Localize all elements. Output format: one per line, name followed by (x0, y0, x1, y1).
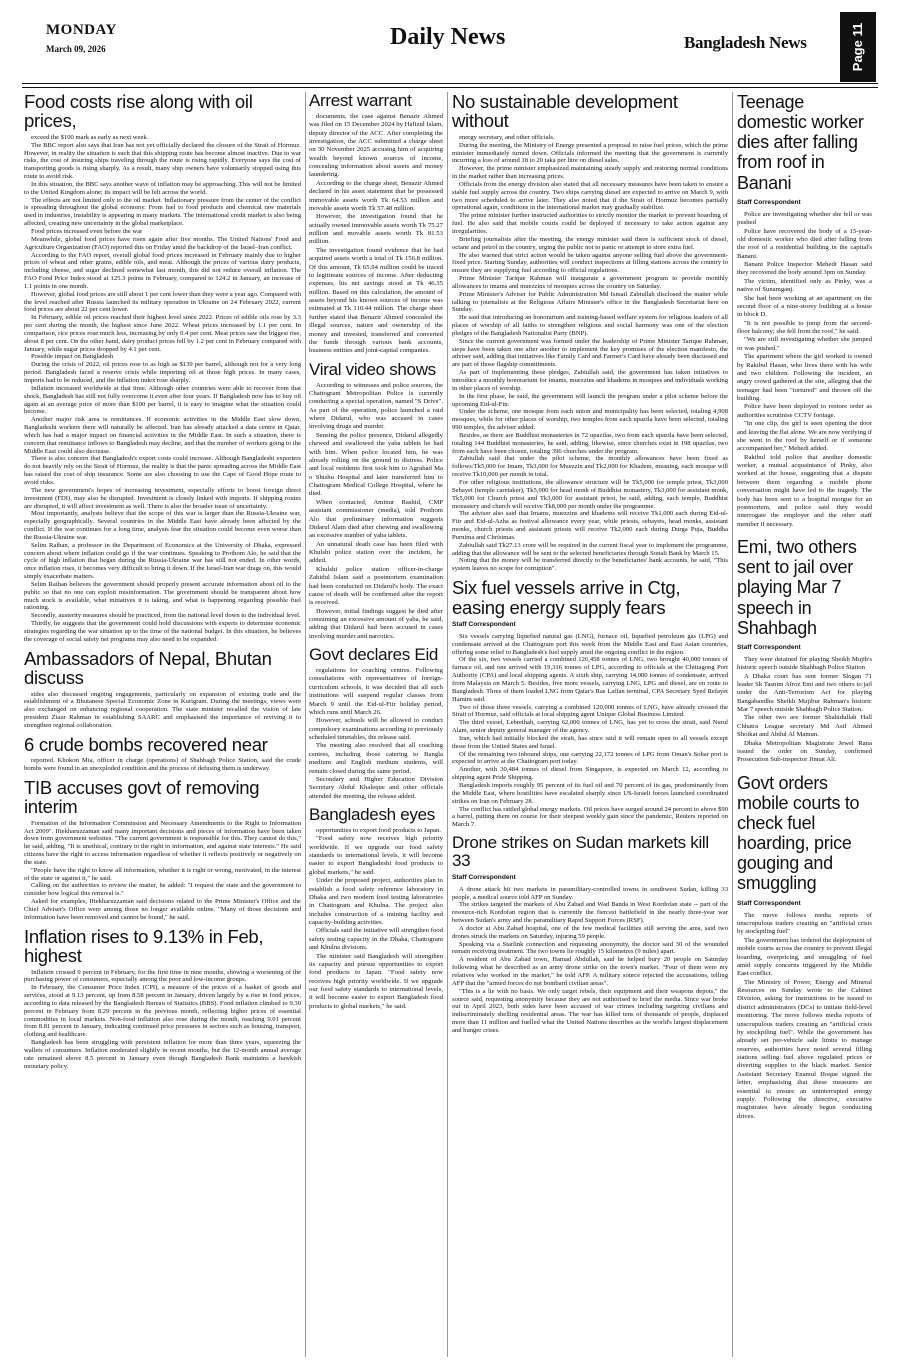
article-headline: 6 crude bombs recovered near (24, 733, 268, 755)
article-paragraph: Meanwhile, global food prices have risen again after five months. The United Nations' Food and Agriculture Organization (FAO) reported this on Friday amid the backdrop of the Israel–Iran conflict. (24, 235, 301, 251)
article-headline: Six fuel vessels arrive in Ctg, easing energy supply fears (452, 577, 681, 618)
article-headline: No sustainable development without (452, 92, 678, 132)
article-paragraph: Khulshi police station officer-in-charge Zahidul Islam said a postmortem examination had been conducted on Didarul's body. The exact cause of death will be confirmed after the report is received. (309, 565, 443, 607)
article-headline: Teenage domestic worker dies after falling from roof in Banani (737, 92, 864, 193)
article-paragraph: "We are still investigating whether she jumped or was pushed." (737, 336, 872, 352)
article-headline: Emi, two others sent to jail over playing Mar 7 speech in Shahbagh (737, 537, 857, 638)
article-paragraph: However, the prime minister emphasized maintaining steady supply and restoring normal conditions in the market rather than increasing prices. (452, 165, 728, 181)
article-headline: Viral video shows (309, 359, 436, 379)
article-paragraph: Under the scheme, one mosque from each union and municipality has been selected, totaling 4,908 mosques, while for other places of worship, two temples from each upazila have been selected, totaling 990 temples, the adviser added. (452, 408, 728, 432)
article (309, 361, 443, 641)
article-paragraph: There is also concern that Bangladesh's export costs could increase. Although Bangladeshi exporters do not heavily rely on the Strait of Hormuz, the reality is that the panic spreading across the Middle East has raised the cost of ship insurance. Some are also choosing to use the Cape of Good Hope route to avoid risks. (24, 455, 301, 486)
article-paragraph: A resident of Abu Zabad town, Hamad Abdullah, said he helped bury 20 people on Saturday following what he described as an army drone strike on the town's market. "Four of them were my relatives who worked in the market," he told AFP. A military source rejected the accusations, telling AFP that the "armed forces do not bombard civilian areas". (452, 956, 728, 987)
article-body (309, 113, 443, 356)
article-byline: Staff Correspondent (737, 198, 801, 206)
article-body (737, 211, 872, 529)
article-paragraph: "Food safety now receives high priority worldwide. If we upgrade our food safety standards to international levels, it will become easier to export Bangladeshi food products to global markets," he said. (309, 835, 443, 876)
article-paragraph: However, global food prices are still about 1 per cent lower than they were a year ago. Compared with the level reached after Russia launched its military operation in Ukraine on 24 February 2022, current food prices are about 22 per cent lower. (24, 290, 301, 314)
article-body (452, 633, 728, 829)
article-paragraph: A doctor at Abu Zabad hospital, one of the few medical facilities still serving the area, said two drones struck the markets on Saturday, injuring 59 people. (452, 924, 728, 940)
article (452, 92, 728, 573)
article-paragraph: She had been working at an apartment on the second floor of a nine-storey building at a house in block D. (737, 294, 872, 319)
article (24, 927, 301, 1071)
article-paragraph: The apartment where the girl worked is owned by Rakibul Hasan, who lives there with his wife and two children. Following the incident, an angry crowd gathered at the site, alleging that the teenager had been "tortured" and thrown off the building. (737, 353, 872, 403)
article-paragraph: Iran, which had initially blocked the strait, has since said it will remain open to all vessels except those from the United States and Israel. (452, 734, 728, 750)
article-paragraph: Prime Minister Tarique Rahman will inaugurate a government program to provide monthly allowances to imams and muezzins of mosques across the country on Saturday. (452, 275, 728, 290)
article-paragraph: Besides, as there are Buddhist monasteries in 72 upazilas, two from each upazila have been selected, totaling 144 Buddhist monasteries, he said, adding, likewise, since churches exist in 198 upazilas, two from each have been chosen, totaling 396 churches under the program. (452, 431, 728, 455)
article-paragraph: However, initial findings suggest he died after consuming an excessive amount of yaba, he said, adding that Didarul had been accused in cases involving murder and narcotics. (309, 607, 443, 640)
article-body (309, 382, 443, 642)
article-paragraph: Officials from the energy division also stated that all necessary measures have been taken to ensure a stable fuel supply across the country. Two ships carrying diesel are expected to arrive on March 9, with two more scheduled to arrive later. They also noted that if the Strait of Hormuz becomes partially operational again, conditions in the international market may gradually stabilize. (452, 180, 728, 212)
article-body (24, 969, 301, 1071)
article-paragraph: "In one clip, the girl is seen opening the door and leaving the flat alone. We are now verifying if she went to the roof by herself or if someone accompanied her," Mehedi added. (737, 420, 872, 453)
article-paragraph: The meeting also resolved that all coaching centres, including those catering to Bangla medium and English medium students, will remain closed during the same period. (309, 742, 443, 775)
article-body (24, 691, 301, 730)
article-paragraph: The move follows media reports of unscrupulous traders creating an "artificial crisis by stockpiling fuel" (737, 911, 872, 936)
article-headline: Drone strikes on Sudan markets kill 33 (452, 833, 709, 870)
article-byline: Staff Correspondent (452, 620, 516, 628)
newspaper-title: Daily News (390, 24, 506, 50)
article-paragraph: Another major risk area is remittances. If economic activities in the Middle East slow down, Bangladeshi workers there will naturally be affected. Iran has already attacked a data centre in Qatar, which has had a major impact on financial activities in the Middle East. In such a situation, there is concern that remittance inflows to Bangladesh may decline, and that the number of workers going to the Middle East could also decrease. (24, 416, 301, 455)
article (737, 537, 872, 765)
article-paragraph: The victim, identified only as Pinky, was a native of Sunamganj. (737, 277, 872, 294)
article-paragraph: Rakibul told police that another domestic worker, a mutual acquaintance of Pinky, also worked at the house, suggesting that a dispute between them regarding a mobile phone conversation might have led to the tragedy. The body has been sent to a hospital morgue for an postmortem, and police said they would interrogate the employer and the other staff member if necessary. (737, 453, 872, 528)
article-paragraph: Possible impact on Bangladesh (31, 353, 114, 361)
article-paragraph: "It is not possible to jump from the second-floor balcony; she fell from the roof," he said. (737, 319, 872, 336)
article (24, 92, 301, 644)
column-4 (737, 92, 872, 1357)
article-paragraph: Sensing the police presence, Didarul allegedly chewed and swallowed the yaba tablets he had with him. When police located him, he was already rolling on the ground in distress. Police and local residents first took him to Agrabad Ma o Shishu Hospital and later transferred him to Chattogram Medical College Hospital, where he died. (309, 431, 443, 498)
article-paragraph: "This is a lie with no basis. We only target rebels, their equipment and their weapons depots," the source said, requesting anonymity because they are not authorised to brief the media. Since war broke out in April 2023, both sides have been accused of war crimes including targeting civilians and indiscriminately shelling residential areas. The war has killed tens of thousands of people, displaced more than 11 million and fuelled what the United Nations describes as the world's largest displacement and hunger crises. (452, 987, 728, 1034)
article-paragraph: The other two are former Shahidullah Hall Chhatra League secretary Md Asif Ahmed Shoikat and Abdul Al Mamun. (737, 714, 872, 739)
article-body (309, 827, 443, 1011)
article-byline: Staff Correspondent (452, 873, 516, 881)
article-paragraph: Noting that the money will be transferred directly to the beneficiaries' bank accounts, he said, "This system leaves no scope for corruption". (452, 557, 728, 573)
article-body (737, 912, 872, 1121)
article-paragraph: Another, with 30,484 tonnes of diesel from Singapore, is expected on March 12, according to shipping agent Pride Shipping. (452, 766, 728, 782)
article-paragraph: An unnatural death case has been filed with Khulshi police station over the incident, he added. (309, 540, 443, 565)
article-paragraph: Bangladesh has been struggling with persistent inflation for more than three years, squeezing the wallets of consumers. Inflation moderated slightly in recent months, but the 12-month annual average rate remained above 8.5 percent in January even though Bangladesh Bank maintains a hawkish monetary policy. (24, 1039, 301, 1070)
article (737, 773, 872, 1121)
article-paragraph: The conflict has rattled global energy markets. Oil prices have surged around 24 percent to above $90 a barrel, putting them on course for their steepest weekly gain since the pandemic, Reuters reported on March 7. (452, 805, 728, 829)
article-paragraph: "People have the right to know all information, whether it is right or wrong, motivated, in the interest of the state or against it," he said. (24, 866, 301, 882)
article-byline: Staff Correspondent (737, 643, 801, 651)
article-paragraph: Police have recovered the body of a 15-year-old domestic worker who died after falling from the roof of a residential building in the capital's Banani. (737, 227, 872, 260)
article-paragraph: However, the investigation found that he actually owned immovable assets worth Tk 75.27 million and movable assets worth Tk 81.53 million. (309, 213, 443, 246)
article-paragraph: In the first phase, he said, the government will launch the program under a pilot scheme before the upcoming Eid-ul-Fitr. (452, 392, 728, 408)
article-paragraph: Of the remaining two inbound ships, one carrying 22,172 tonnes of LPG from Oman's Sohar port is expected to arrive at the Chattogram port today. (452, 750, 728, 766)
article-paragraph: Police have been deployed to restore order as authorities scrutinise CCTV footage. (737, 403, 872, 419)
article-paragraph: The minister said Bangladesh will strengthen its capacity and pursue opportunities to export food products to Japan. "Food safety now receives high priority worldwide. If we upgrade our food safety standards to international levels, it will become easier to export Bangladesh food products to global markets," he said. (309, 952, 443, 1010)
article-paragraph: exceed the $100 mark as early as next week. (31, 133, 149, 141)
article-paragraph: Banani Police Inspector Mehedi Hasan said they recovered the body around 3pm on Sunday. (737, 261, 872, 277)
article-body (737, 656, 872, 765)
article-paragraph: In February, the Consumer Price Index (CPI), a measure of the prices of a basket of goods and services, stood at 9.13 percent, up from 8.58 percent in January, driven largely by a rise in food prices, according to data released by the Bangladesh Bureau of Statistics (BBS). Food inflation climbed to 9.30 percent in February from 8.29 percent in the previous month, reflecting higher prices of essential commodities in local markets. Non-food inflation also rose during the month, reaching 9.01 percent from 8.81 percent in January, indicating continued price pressures in sectors such as housing, transport, clothing and healthcare. (24, 984, 301, 1039)
article-body (452, 886, 728, 1035)
article-paragraph: Dhaka Metropolitan Magistrate Jewel Rana issued the order on Sunday, confirmed Prosecution Sub-inspector Jinnat Ali. (737, 739, 872, 764)
article-paragraph: The Ministry of Power, Energy and Mineral Resources on Sunday wrote to the Cabinet Division, asking for instructions to be issued to district administrators (DCs) to initiate field-level monitoring. The move follows media reports of unscrupulous traders creating an "artificial crisis by stockpiling fuel". While the government has already set per-vehicle sale limits to manage reserves, authorities have noted several filling stations selling fuel above regulated prices or diverting supplies to the black market. Senior Assistant Secretary Enamul Hoque signed the letter, emphasising that these measures are essential to ensure an uninterrupted energy supply. Following the directive, executive magistrates have already begun conducting drives. (737, 978, 872, 1120)
article-paragraph: The third vessel, Lebrethah, carrying 62,000 tonnes of LNG, has yet to cross the strait, said Nurul Alam, senior deputy general manager of the agency. (452, 719, 728, 735)
article-paragraph: Speaking via a Starlink connection and requesting anonymity, the doctor said 30 of the wounded remain receiving treatment. The two towns lie roughly 15 kilometres (9 miles) apart. (452, 940, 728, 956)
article-paragraph: In this situation, the BBC says another wave of inflation may be approaching. This will not be limited to the United Kingdom alone; its impact will be felt across the world. (24, 180, 301, 196)
article-headline: Ambassadors of Nepal, Bhutan discuss (24, 647, 272, 689)
article-headline: Bangladesh eyes (309, 805, 435, 825)
article-paragraph: For other religious institutions, the allowance structure will be Tk5,000 for temple priest, Tk3,000 Sebayet (temple caretaker), Tk5,000 for head monk of Buddhist monastery, Tk3,000 for assistant monk, Tk5,000 for Church priest and Tk3,000 for assistant priest, he said, adding, each temple, Buddhist monastery and church will receive Tk8,000 per month under the programme. (452, 478, 728, 510)
article-paragraph: A drone attack hit two markets in paramilitary-controlled towns in southwest Sudan, killing 33 people, a medical source told AFP on Sunday. (452, 885, 728, 901)
article-paragraph: The effects are not limited only to the oil market. Inflationary pressure from the center of the conflict is spreading throughout the global economy. From fuel to food products and chemical raw materials used in industries, instability is appearing in many markets. The international credit market is also being affected, creating new uncertainty in the global marketplace. (24, 196, 301, 228)
article-body (24, 134, 301, 644)
article-paragraph: Secondary and Higher Education Division Secretary Abdul Khaleque and other officials attended the meeting, the release added. (309, 775, 443, 800)
article-paragraph: opportunities to export food products to Japan. (316, 826, 441, 834)
masthead-rule (22, 83, 878, 84)
article-paragraph: During the meeting, the Ministry of Energy presented a proposal to raise fuel prices, which the prime minister immediately turned down. Officials informed the meeting that the government is currently incurring a loss of around 18 to 20 taka per litre on diesel sales. (452, 141, 728, 165)
article-paragraph: He also warned that strict action would be taken against anyone selling fuel above the government-fixed price. Starting Sunday, authorities will conduct inspections at filling stations across the country to ensure they are supplying fuel according to official regulations. (452, 251, 728, 275)
article-paragraph: He said that introducing an honorarium and training-based welfare system for religious leaders of all places of worship of all faiths to strengthen religious and social harmony was one of the election pledges of the Bangladesh Nationalist Party (BNP). (452, 314, 728, 337)
article-paragraph: According to the charge sheet, Benazir Ahmed declared in his asset statement that he possessed immovable assets worth Tk 64.53 million and movable assets worth Tk 57.48 million. (309, 179, 443, 212)
article-paragraph: sides also discussed ongoing engagements, particularly on expansion of existing trade and the establishment of a Bhutanese Special Economic Zone in Kurigram. During the meetings, views were also exchanged on enhancing regional cooperation. The state minister recalled the vision of late president Ziaur Rahman in establishing SAARC and emphasised the importance of reviving it to strengthen regional collaboration. (24, 690, 301, 729)
article (737, 92, 872, 529)
article-paragraph: Inflation increased worldwide at that time. Although other countries were able to recover from that shock, Bangladesh has still not fully overcome it even after four years. If Bangladesh now has to buy oil again at an average price of more than $100 per barrel, it is easy to imagine what the situation could become. (24, 384, 301, 416)
article-headline: Arrest warrant (309, 92, 412, 110)
article-paragraph: Asked for examples, Iftekharuzzaman said decisions related to the Prime Minister's Office and the Chief Adviser's Office were among those no longer available online. "Many of those decisions and information have been removed and cannot be found," he said. (24, 898, 301, 921)
column-2 (309, 92, 443, 1357)
article-paragraph: They were detained for playing Sheikh Mujib's historic speech outside Shahbagh Police Station (737, 655, 872, 672)
article-paragraph: According to the FAO report, overall global food prices increased in February mainly due to higher prices of wheat and other grains, edible oils, and meat. Although the prices of various dairy products, including cheese, and sugar declined somewhat last month, this did not reduce overall inflation. The FAO Food Price Index stood at 125.3 points in February, compared to 124.2 in January, an increase of 1.1 points in one month. (24, 251, 301, 290)
article-headline: Govt declares Eid (309, 645, 439, 665)
article-paragraph: Most importantly, analysts believe that the scope of this war is larger than the Russia-Ukraine war, especially geographically. Several countries in the Middle East have already been affected by the conflict. If the war continues for a long time, analysts fear the situation could become even worse than the Russia-Ukraine war. (24, 510, 301, 541)
column-divider (447, 92, 448, 1357)
article-body (309, 667, 443, 801)
article (309, 92, 443, 356)
article-paragraph: However, schools will be allowed to conduct compulsory examinations according to previously scheduled timetables, the release said. (309, 717, 443, 742)
article (24, 735, 301, 773)
article-byline: Staff Correspondent (737, 899, 801, 907)
newspaper-brand: Bangladesh News (684, 33, 807, 52)
article-paragraph: Food prices increased even before the war (31, 227, 143, 235)
article-paragraph: Inflation crossed 9 percent in February, for the first time in nine months, showing a worsening of the purchasing power of consumers, especially among the poor and low-income groups. (24, 968, 301, 984)
masthead-date: March 09, 2026 (46, 44, 106, 54)
article-paragraph: Selim Raihan believes the government should properly present accurate information about oil to the public so that no one can exploit misinformation. The government should be transparent about how much stock is available, what initiatives it is taking, and what is happening regarding possible fuel rationing. (24, 580, 301, 612)
article-paragraph: Since the current government was formed under the leadership of Prime Minister Tarique Rahman, steps have been taken one after another to implement the key promises of the election manifesto, the adviser said, adding that initiatives like Family Card and Farmer's Card have already been discussed and are part of those flagship commitments. (452, 337, 728, 369)
article-paragraph: reported. Khokon Mia, officer in charge (operations) of Shahbagh Police Station, said the crude bombs were found in an unexploded condition and the process of defusing them is underway. (24, 757, 301, 773)
article-paragraph: Secondly, austerity measures should be practiced, from the national level down to the individual level. (31, 612, 301, 620)
article-paragraph: In February, edible oil prices reached their highest level since 2022. Prices of edible oils rose by 3.3 per cent during the month, the highest since June 2022. Wheat prices increased by 1.1 per cent. In comparison, rice prices rose much less, increasing by only 0.4 per cent. Meat prices saw the biggest rise, about 8 per cent. On the other hand, dairy product prices fell by 1.2 per cent in February compared with January, while sugar prices dropped by 4.1 per cent. (24, 314, 301, 353)
article-paragraph: The adviser also said that Imams, muezzins and khadems will receive Tk1,000 each during Eid-ul-Fitr and Eid-ul-Azha as festival allowance every year, while priests, sebayets, head monks, assistant monks, church priests and assistant priests will receive Tk2,000 each during Durga Puja, Buddha Purnima and Christmas. (452, 510, 728, 541)
article-paragraph: As part of implementing these pledges, Zabiullah said, the government has taken initiatives to introduce a monthly honorarium for imams, muezzins and khadems in mosques and individuals working in other places of worship. (452, 369, 728, 392)
article (452, 578, 728, 829)
article-paragraph: Two of those three vessels, carrying a combined 120,000 tonnes of LNG, have already crossed the Strait of Hormuz, said officials at local shipping agent Unique Global Business Limited. (452, 703, 728, 719)
article (452, 834, 728, 1035)
article-headline: Govt orders mobile courts to check fuel hoarding, price gouging and smuggling (737, 772, 860, 894)
article-paragraph: energy secretary, and other officials. (459, 133, 555, 141)
article-headline: TIB accuses govt of removing interim (24, 776, 260, 818)
article-paragraph: Six vessels carrying liquefied natural gas (LNG), furnace oil, liquefied petroleum gas (LPG) and condensate arrived at the Chattogram port this week from the Middle East and East Asian countries, offering some relief to Bangladesh's fuel supply amid the ongoing conflict in the region. (452, 632, 728, 656)
article-paragraph: Under the proposed project, authorities plan to establish a food safety reference laboratory in Dhaka and two modern food testing laboratories in Chattogram and Khulna. The project also includes construction of a training facility and capacity-building activities. (309, 877, 443, 926)
page-number-label: Page 11 (850, 22, 865, 72)
article-paragraph: During the crisis of 2022, oil prices rose to as high as $139 per barrel, although not for a very long period. Bangladesh faced a reserve crisis while importing oil at those high prices. In many cases, imports had to be reduced, and the inflation index rose sharply. (24, 361, 301, 384)
article-paragraph: The new government's hopes of increasing investment, especially efforts to boost foreign direct investment (FDI), may also be disrupted. Investment is closely linked with imports. If shipping routes are disrupted, it will affect investment as well. There is also the broader issue of uncertainty. (24, 486, 301, 510)
article (309, 806, 443, 1011)
article (309, 646, 443, 801)
article-paragraph: Officials said the initiative will strengthen food safety testing capacity in the Dhaka, Chattogram and Khulna divisions. (309, 927, 443, 952)
article-paragraph: Bangladesh imports roughly 95 percent of its fuel oil and 70 percent of its gas, predominantly from the Middle East, where hostilities have escalated sharply since US-Israeli forces launched coordinated strikes on Iran on February 28. (452, 781, 728, 805)
column-divider (732, 92, 733, 1357)
article-paragraph: According to witnesses and police sources, the Chattogram Metropolitan Police is currently conducting a special operation, named "S Drive". As part of the operation, police launched a raid where Didarul, who was accused in cases involving drugs and murder. (309, 381, 443, 431)
article-paragraph: The government has ordered the deployment of mobile courts across the country to prevent illegal hoarding, overpricing, and smuggling of fuel amid supply concerns triggered by the Middle East conflict. (737, 936, 872, 978)
column-3 (452, 92, 728, 1357)
article-body (24, 820, 301, 922)
article (24, 778, 301, 922)
article-paragraph: Of the six, two vessels carried a combined 126,458 tonnes of LNG, two brought 40,000 tonnes of furnace oil, and one arrived with 19,316 tonnes of LPG, according to officials at the Chittagong Port Authority (CPA) and local shipping agents. A sixth ship, carrying 14,000 tonnes of condensate, arrived from Malaysia on March 5. Besides, five more vessels, carrying LNG, LPG and diesel, are en route to Bangladesh. Three of them loaded LNG from Qatar's Ras Laffan terminal, CPA Secretary Syed Refayet Hamim said. (452, 656, 728, 703)
article-paragraph: documents, the case against Benazir Ahmed was filed on 15 December 2024 by Hafizul Islam, deputy director of the ACC. After completing the investigation, the ACC submitted a charge sheet on 30 November 2025 accusing him of acquiring wealth beyond known sources of income, concealing information about assets and money laundering. (309, 112, 443, 179)
article-paragraph: Thirdly, he suggests that the government could hold discussions with experts to determine economic strategies regarding the war situation up to the time of the national budget. In this situation, he believes the coverage of social safety net programs may also need to be expanded. (24, 620, 301, 643)
article-paragraph: Zabiullah said Tk27.13 crore will be required in the current fiscal year to implement the programme, adding that the allowance will be sent to the selected beneficiaries through Sonali Bank by March 15. (452, 541, 728, 557)
column-1 (24, 92, 301, 1357)
article-paragraph: Zabiullah said that under the pilot scheme, the monthly allowances have been fixed as follows:Tk5,000 for Imam, Tk3,000 for Muezzin and Tk2,000 for Khadem, meaning, each mosque will receive Tk10,000 per month in total. (452, 455, 728, 479)
masthead-day: MONDAY (46, 22, 117, 38)
article-paragraph: Formation of the Information Commission and Necessary Amendments to the Right to Information Act 2009". Iftekharuzzaman said many important decisions and pieces of information have been taken down from government websites. "The current government is responsible for this. They cannot do this," he said, adding, "It is unethical, contrary to the right to information, and against state interests." He said citizens have the right to access information regardless of whether it reflects positively or negatively on the state. (24, 819, 301, 866)
article-headline: Food costs rise along with oil prices, (24, 92, 253, 132)
article-paragraph: The investigation found evidence that he had acquired assets worth a total of Tk 156.8 million. Of this amount, Tk 65.94 million could be traced to legitimate sources of income. After deducting expenses, his net savings stood at Tk 46.35 million. Based on this calculation, the amount of assets beyond his known sources of income was estimated at Tk 110.44 million. The charge sheet further stated that Benazir Ahmed concealed the illegal sources, nature and ownership of the money and invested, transferred and converted the funds through various bank accounts, business entities and joint-capital companies. (309, 246, 443, 355)
article-body (24, 757, 301, 773)
article-paragraph: The BBC report also says that Iran has not yet officially declared the closure of the Strait of Hormuz. However, in reality the situation is such that this shipping route has become almost inactive. Due to war risks, the cost of insuring ships traveling through the route is rising rapidly. Everyone says the cost of transporting goods is rising sharply. As a result, many ship owners have voluntarily stopped using this route to avoid risk. (24, 141, 301, 181)
article (24, 649, 301, 730)
page-number-tab (840, 12, 876, 82)
article-paragraph: The strikes targeted the markets of Abu Zabad and Wad Banda in West Kordofan state -- part of the resource-rich Kordofan region that is currently the fiercest battlefield in the nearly three-year war between Sudan's army and the paramilitary Rapid Support Forces (RSF). (452, 901, 728, 925)
article-paragraph: Police are investigating whether she fell or was pushed (737, 210, 872, 227)
article-paragraph: When contacted, Aminur Rashid, CMP assistant commissioner (media), told Prothom Alo that preliminary information suggests Didarul Alam died after chewing and swallowing an excessive number of yaba tablets. (309, 498, 443, 540)
article-paragraph: regulations for coaching centres. Following consultations with representatives of foreign-curriculum schools, it was decided that all such institutions will suspend regular classes from March 9 until the Eid-ul-Fitr holiday period, which runs until March 26. (309, 667, 443, 716)
article-paragraph: Calling on the authorities to review the matter, he added: "I request the state and the government to consider how logical this removal is." (24, 882, 301, 898)
article-headline: Inflation rises to 9.13% in Feb, highest (24, 925, 264, 967)
article-paragraph: A Dhaka court has sent former Slogan 71 leader Sk Tasnim Afroz Emi and two others to jail under the Anti-Terrorism Act for playing Bangabandhu Sheikh Mujibur Rahman's historic Mar 7 speech outside Shahbagh Police Station. (737, 672, 872, 714)
masthead-rule-thin (22, 87, 878, 88)
article-paragraph: The prime minister further instructed authorities to strictly monitor the market to prevent hoarding of fuel. He also said that mobile courts could be deployed if necessary to take action against any irregularities. (452, 212, 728, 235)
article-body (452, 134, 728, 573)
article-paragraph: Prime Minister's Adviser for Public Administration Md Ismail Zabiullah disclosed the matter while talking to journalists at the Religious Affairs Minister's office in the Bangladesh Secretariat here on Sunday. (452, 290, 728, 314)
column-divider (305, 92, 306, 1357)
masthead (0, 0, 897, 90)
article-paragraph: Briefing journalists after the meeting, the energy minister said there is sufficient stock of diesel, octane and petrol in the country, urging the public not to panic or attempt to store extra fuel. (452, 235, 728, 251)
article-paragraph: Selim Raihan, a professor in the Department of Economics at the University of Dhaka, expressed concern about where inflation could go if the war continues. Speaking to Prothom Alo, he said that the cycle of high inflation that began during the Russia-Ukraine war has still not ended. In other words, once inflation rises, it becomes very difficult to bring it down. If the Israel-Iran war drags on, this would simply exacerbate matters. (24, 541, 301, 581)
